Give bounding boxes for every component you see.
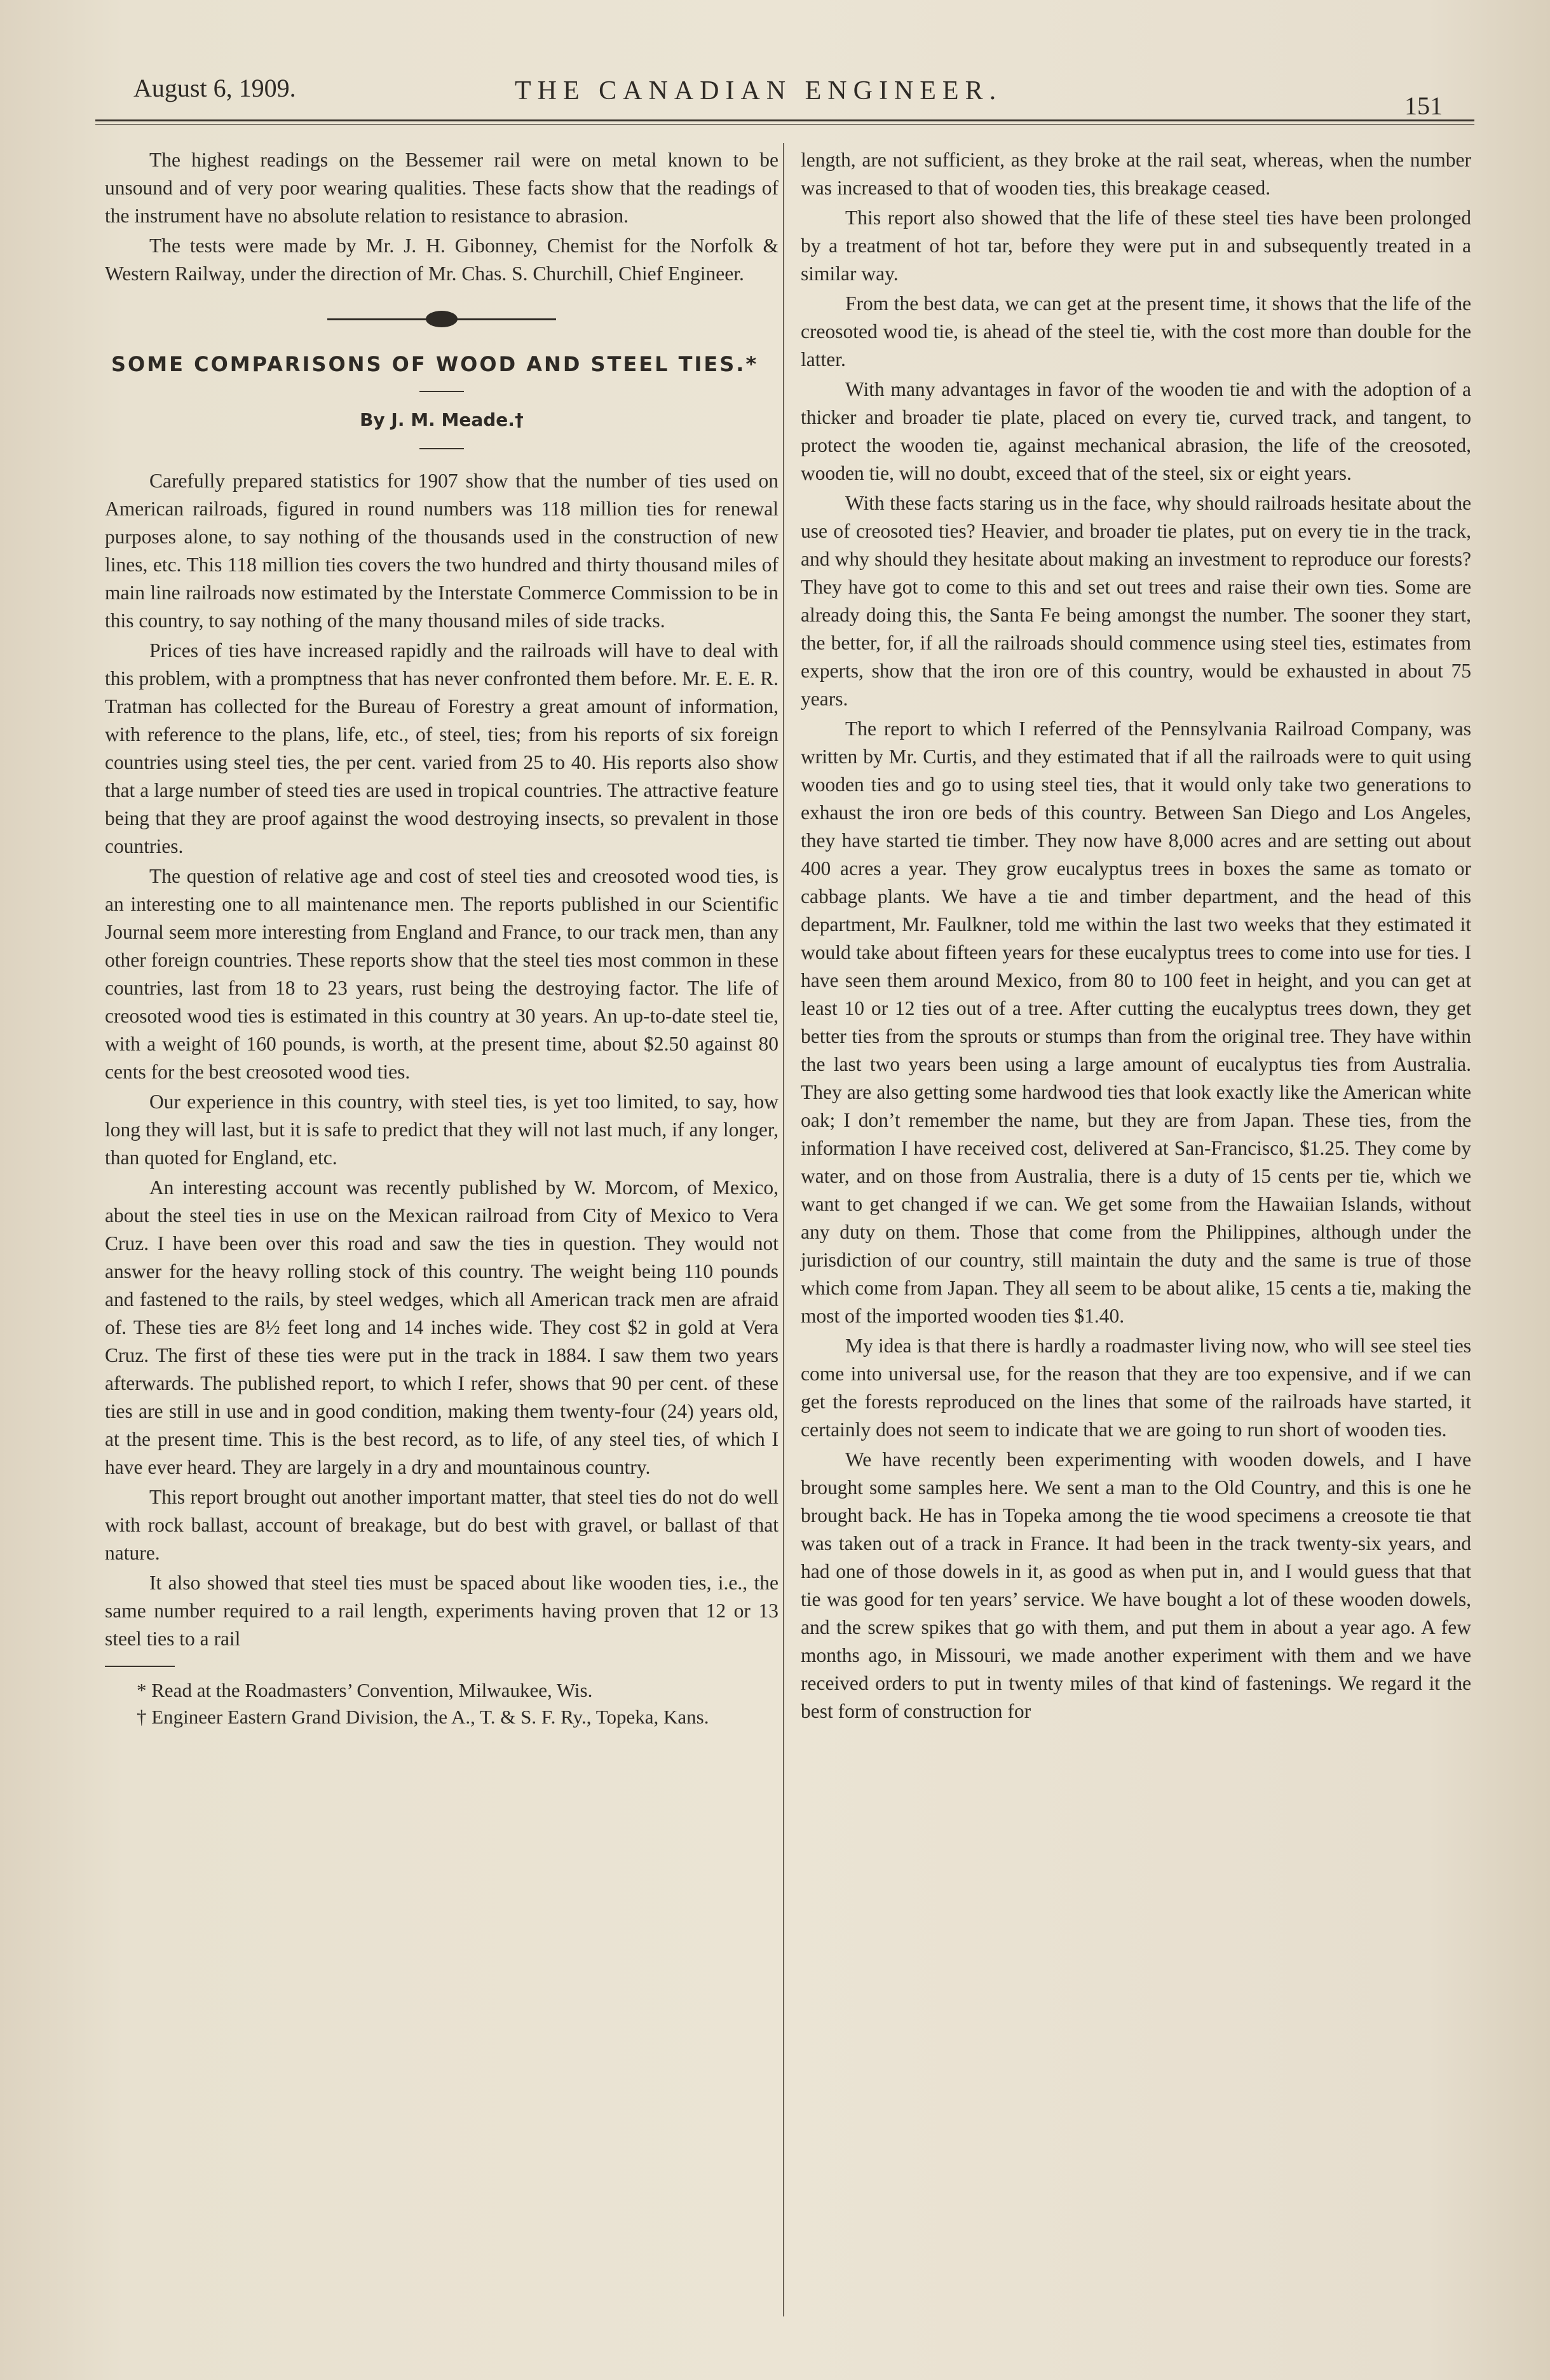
column-divider — [783, 143, 784, 2316]
title-rule — [419, 391, 464, 392]
issue-date: August 6, 1909. — [133, 74, 296, 102]
byline-rule — [419, 448, 464, 449]
ornament-diamond — [426, 311, 458, 327]
body-paragraph: With many advantages in favor of the wooden tie and with the adoption of a thicker and broader tie plate, placed on every tie, curved track, and tangent, to protect the wooden tie, against mechanical abrasion, the life of the creosoted, wooden tie, will no doubt, exceed that of the steel, six or eight years. — [801, 378, 1471, 484]
left-column — [105, 146, 778, 1731]
body-paragraph: The report to which I referred of the Pennsylvania Railroad Company, was written by Mr. Curtis, and they estimated that if all the railroads were to quit using wooden ties and go to using steel ties, that it would only take two generations to exhaust the iron ore beds of this country. Between San Diego and Los Angeles, they have started tie timber. They now have 8,000 acres and are setting out about 400 acres a year. They grow eucalyptus trees in boxes the same as tomato or cabbage plants. We have a tie and timber department, and the head of this department, Mr. Faulkner, told me within the last two weeks that they estimated it would take about fifteen years for these eucalyptus trees to come into use for ties. I have seen them around Mexico, from 80 to 100 feet in height, and you can get at least 10 or 12 ties out of a tree. After cutting the eucalyptus trees down, they get better ties from the sprouts or stumps than from the original tree. They have within the last two years been using a large amount of eucalyptus ties from Australia. They are also getting some hardwood ties that look exactly like the American white oak; I don’t remember the name, but they are from Japan. These ties, from the information I have received cost, delivered at San-Francisco, $1.25. They come by water, and on those from Australia, there is a duty of 15 cents per tie, which we want to get changed if we can. We get some from the Hawaiian Islands, without any duty on them. Those that come from the Philippines, although under the jurisdiction of our country, still maintain the duty and the same is true of those which come from Japan. They all seem to be about alike, 15 cents a tie, making the most of the imported wooden ties $1.40. — [801, 717, 1471, 1327]
body-paragraph: With these facts staring us in the face, why should railroads hesitate about the use of creosoted ties? Heavier, and broader tie plates, put on every tie in the track, and why should they hesitate about making an investment to reproduce our forests? They have got to come to this and set out trees and raise their own ties. Some are already doing this, the Santa Fe being amongst the number. The sooner they start, the better, for, if all the railroads should commence using steel ties, estimates from experts, show that the iron ore of this country, would be exhausted in about 75 years. — [801, 492, 1471, 710]
body-paragraph: We have recently been experimenting with wooden dowels, and I have brought some samples here. We sent a man to the Old Country, and this is one he brought back. He has in Topeka among the tie wood specimens a creosote tie that was taken out of a track in France. It had been in the track twenty-six years, and had one of those dowels in it, as good as when put in, and I would guess that that tie was good for ten years’ service. We have bought a lot of these wooden dowels, and the screw spikes that go with them, and put them in about a year ago. A few months ago, in Missouri, we made another experiment with them and we have received orders to put in twenty miles of that kind of fastenings. We regard it the best form of construction for — [801, 1448, 1471, 1722]
right-column — [801, 146, 1471, 1727]
body-paragraph: An interesting account was recently published by W. Morcom, of Mexico, about the steel ties in use on the Mexican railroad from City of Mexico to Vera Cruz. I have been over this road and saw the ties in question. They would not answer for the heavy rolling stock of this country. The weight being 110 pounds and fastened to the rails, by steel wedges, which all American track men are afraid of. These ties are 8½ feet long and 14 inches wide. They cost $2 in gold at Vera Cruz. The first of these ties were put in the track in 1884. I saw them two years afterwards. The published report, to which I refer, shows that 90 per cent. of these ties are still in use and in good condition, making them twenty-four (24) years old, at the present time. This is the best record, as to life, of any steel ties, of which I have ever heard. They are largely in a dry and mountainous country. — [105, 1176, 778, 1478]
intro-paragraph: The tests were made by Mr. J. H. Gibonney, Chemist for the Norfolk & Western Railway, under the direction of Mr. Chas. S. Churchill, Chief Engineer. — [105, 235, 778, 285]
footnote-rule — [105, 1666, 175, 1667]
body-paragraph: This report brought out another important matter, that steel ties do not do well with rock ballast, account of breakage, but do best with gravel, or ballast of that nature. — [105, 1486, 778, 1564]
body-paragraph: Carefully prepared statistics for 1907 show that the number of ties used on American railroads, figured in round numbers was 118 million ties for renewal purposes alone, to say nothing of the thousands used in the construction of new lines, etc. This 118 million ties covers the two hundred and thirty thousand miles of main line railroads now estimated by the Interstate Commerce Commission to be in this country, to say nothing of the many thousand miles of side tracks. — [105, 470, 778, 632]
body-paragraph: This report also showed that the life of these steel ties have been prolonged by a treatment of hot tar, before they were put in and subsequently treated in a similar way. — [801, 207, 1471, 285]
page-header — [133, 67, 1468, 120]
body-paragraph: The question of relative age and cost of steel ties and creosoted wood ties, is an interesting one to all maintenance men. The reports published in our Scientific Journal seem more interesting from England and France, to our track men, than any other foreign countries. These reports show that the steel ties most common in these countries, last from 18 to 23 years, rust being the destroying factor. The life of creosoted wood ties is estimated in this country at 30 years. An up-to-date steel tie, with a weight of 160 pounds, is worth, at the present time, about $2.50 against 80 cents for the best creosoted wood ties. — [105, 865, 778, 1083]
header-rule — [95, 119, 1474, 125]
footnote: † Engineer Eastern Grand Division, the A., T. & S. F. Ry., Topeka, Kans. — [137, 1706, 709, 1728]
page-number: 151 — [1404, 92, 1443, 120]
journal-title: THE CANADIAN ENGINEER. — [515, 76, 1003, 105]
intro-paragraph: The highest readings on the Bessemer rail were on metal known to be unsound and of very poor wearing qualities. These facts show that the readings of the instrument have no absolute relation to resistance to abrasion. — [105, 149, 778, 227]
section-ornament — [105, 301, 778, 339]
body-paragraph: length, are not sufficient, as they broke at the rail seat, whereas, when the number was increased to that of wooden ties, this breakage ceased. — [801, 149, 1471, 199]
article-title: SOME COMPARISONS OF WOOD AND STEEL TIES.* — [111, 352, 759, 376]
byline: By J. M. Meade.† — [360, 409, 524, 430]
body-paragraph: Prices of ties have increased rapidly and the railroads will have to deal with this problem, with a promptness that has never confronted them before. Mr. E. E. R. Tratman has collected for the Bureau of Forestry a great amount of information, with reference to the plans, life, etc., of steel, ties; from his reports of six foreign countries using steel ties, the per cent. varied from 25 to 40. His reports also show that a large number of steed ties are used in tropical countries. The attractive feature being that they are proof against the wood destroying insects, so prevalent in those countries. — [105, 639, 778, 857]
body-paragraph: My idea is that there is hardly a roadmaster living now, who will see steel ties come into universal use, for the reason that they are too expensive, and if we can get the forests reproduced on the lines that some of the railroads have started, it certainly does not seem to indicate that we are going to run short of wooden ties. — [801, 1335, 1471, 1441]
body-paragraph: It also showed that steel ties must be spaced about like wooden ties, i.e., the same number required to a rail length, experiments having proven that 12 or 13 steel ties to a rail — [105, 1572, 778, 1650]
footnote: * Read at the Roadmasters’ Convention, Milwaukee, Wis. — [137, 1679, 593, 1701]
body-paragraph: Our experience in this country, with steel ties, is yet too limited, to say, how long they will last, but it is safe to predict that they will not last much, if any longer, than quoted for England, etc. — [105, 1091, 778, 1169]
body-paragraph: From the best data, we can get at the present time, it shows that the life of the creosoted wood tie, is ahead of the steel tie, with the cost more than double for the latter. — [801, 292, 1471, 371]
